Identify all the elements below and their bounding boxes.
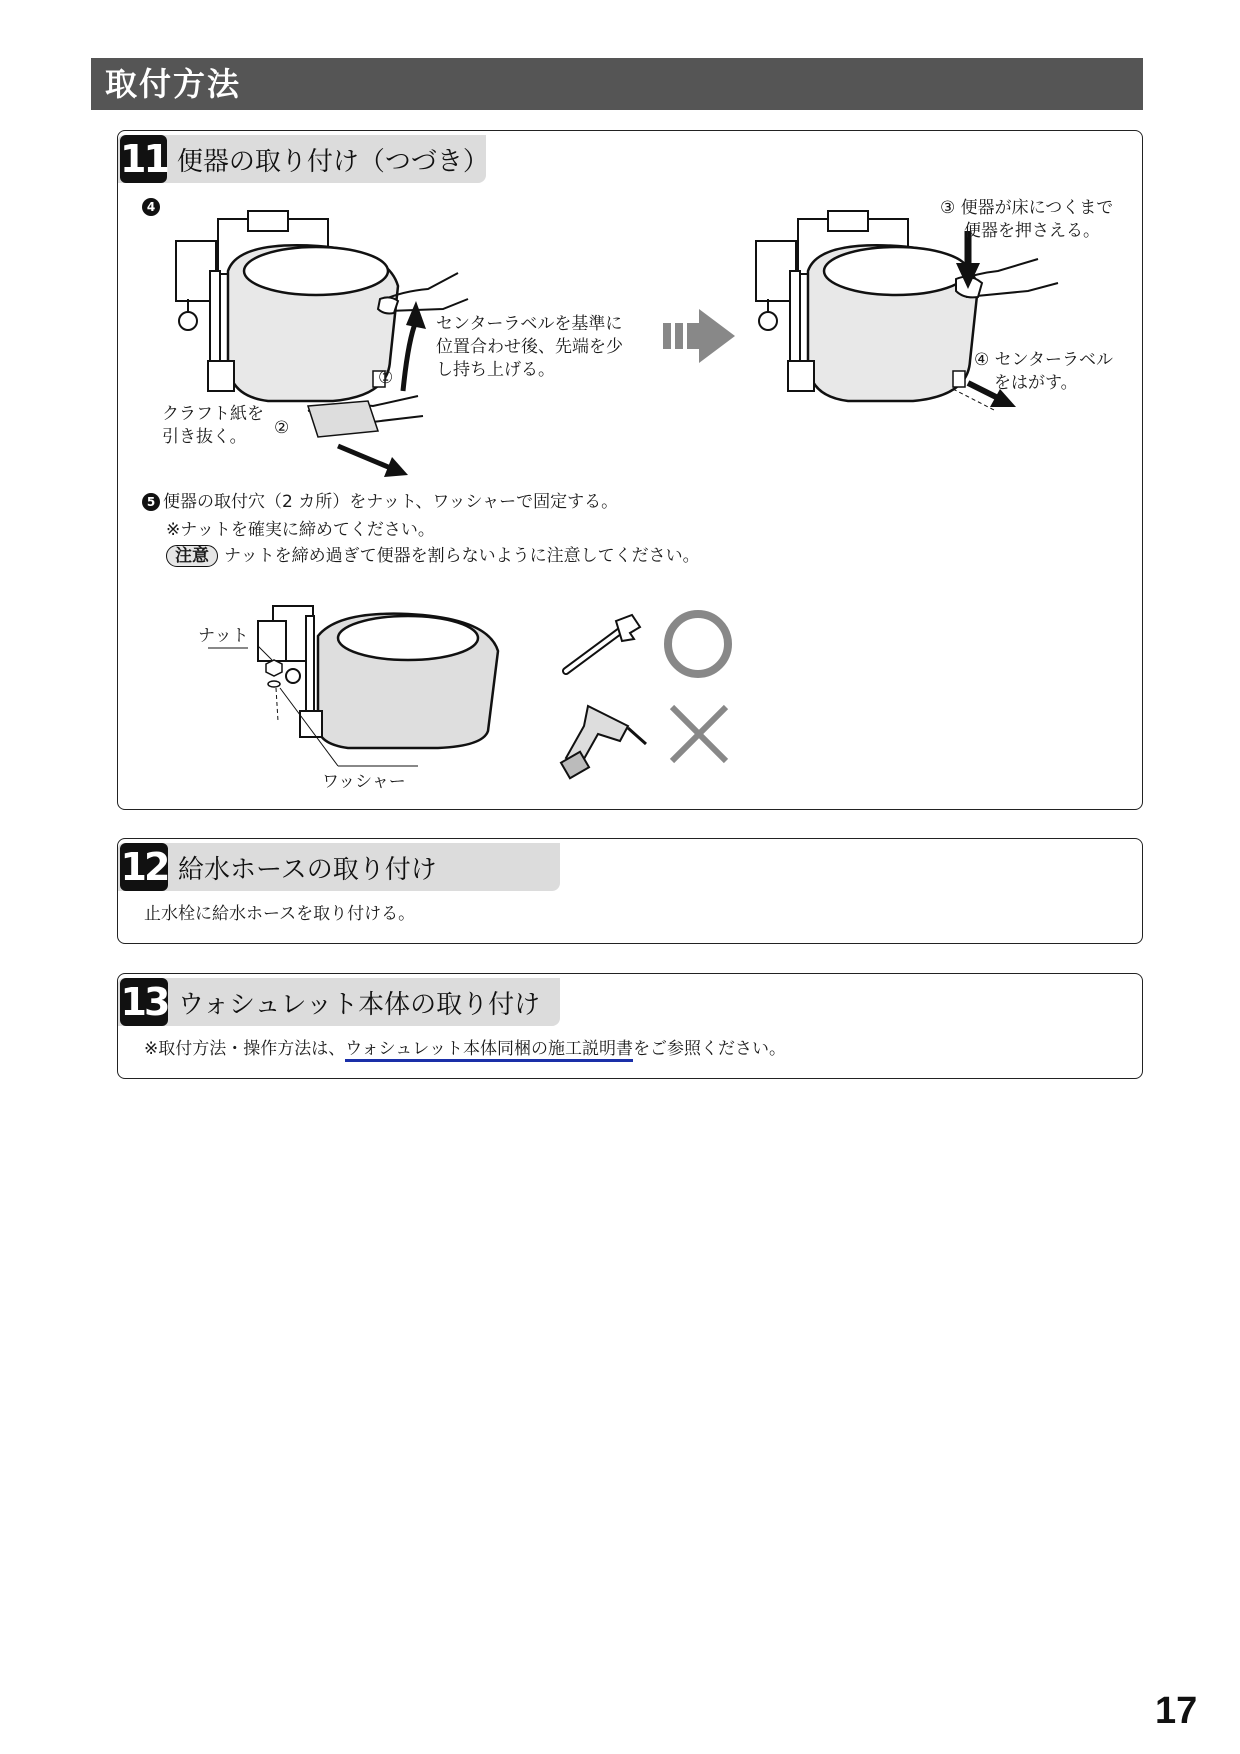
ng-cross-icon <box>666 701 732 767</box>
section-heading <box>118 978 560 1026</box>
wrench-icon <box>558 611 648 681</box>
section-toilet-installation <box>117 130 1143 810</box>
section-heading <box>118 843 560 891</box>
ok-circle-icon <box>663 609 733 679</box>
section-heading <box>118 135 489 183</box>
label-kraft-paper: クラフト紙を 引き抜く。 <box>162 404 264 447</box>
next-step-arrow-icon <box>663 301 743 371</box>
step-number-badge: 12 <box>120 845 168 889</box>
marker-1: ① <box>378 368 394 388</box>
page-header: 取付方法 <box>91 58 1143 110</box>
toilet-press-illustration <box>738 211 1068 471</box>
manual-reference-link[interactable]: ウォシュレット本体同梱の施工説明書 <box>345 1039 633 1062</box>
section-water-hose <box>117 838 1143 944</box>
step4-marker: 4 <box>142 196 163 218</box>
step5-note: ※ナットを確実に締めてください。 <box>166 520 435 540</box>
caution-line: 注意 ナットを締め過ぎて便器を割らないように注意してください。 <box>166 545 700 567</box>
label-center-lift: センターラベルを基準に 位置合わせ後、先端を少 し持ち上げる。 <box>436 314 623 380</box>
section-body: ※取付方法・操作方法は、ウォシュレット本体同梱の施工説明書をご参照ください。 <box>144 1038 786 1060</box>
section-title: 便器の取り付け（つづき） <box>176 146 489 177</box>
label-peel-center: ④ センターラベル をはがす。 <box>974 350 1113 393</box>
section-title: ウォシュレット本体の取り付け <box>178 989 541 1020</box>
nut-label: ナット <box>198 626 249 646</box>
step-number-badge: 13 <box>120 980 168 1024</box>
impact-driver-icon <box>558 696 658 786</box>
washer-label: ワッシャー <box>322 772 406 792</box>
step-number-badge: 11 <box>120 137 167 181</box>
section-title: 給水ホースの取り付け <box>178 854 437 885</box>
nut-washer-illustration <box>188 596 618 796</box>
marker-2: ② <box>274 418 290 438</box>
page-number: 17 <box>1155 1690 1198 1732</box>
step5-instruction: 5 便器の取付穴（2 カ所）をナット、ワッシャーで固定する。 <box>142 491 618 513</box>
section-body: 止水栓に給水ホースを取り付ける。 <box>144 904 416 924</box>
section-washlet-body <box>117 973 1143 1079</box>
label-press-down: ③ 便器が床につくまで 便器を押さえる。 <box>940 198 1114 241</box>
caution-badge: 注意 <box>166 545 218 567</box>
